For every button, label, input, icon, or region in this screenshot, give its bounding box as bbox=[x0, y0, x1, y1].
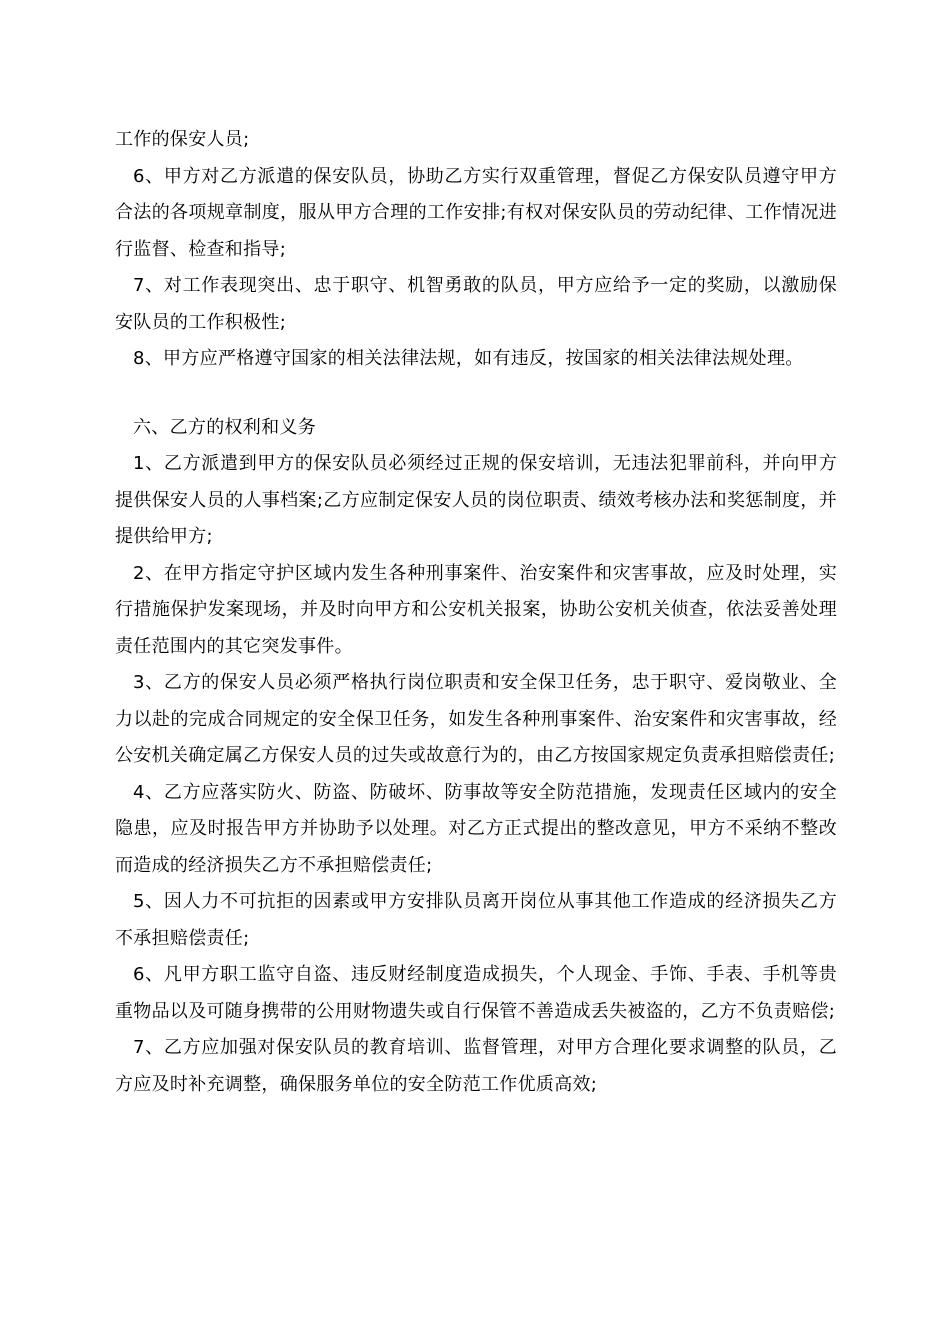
section-heading: 六、乙方的权利和义务 bbox=[133, 416, 316, 438]
paragraph-continuation: 工作的保安人员; bbox=[115, 129, 250, 150]
document-body bbox=[115, 122, 837, 1103]
paragraph-clause-b5: 5、因人力不可抗拒的因素或甲方安排队员离开岗位从事其他工作造成的经济损失乙方不承担赔偿责任; bbox=[115, 891, 837, 949]
paragraph-clause-b6: 6、凡甲方职工监守自盗、违反财经制度造成损失，个人现金、手饰、手表、手机等贵重物品以及可随身携带的公用财物遗失或自行保管不善造成丢失被盗的，乙方不负责赔偿; bbox=[115, 964, 837, 1022]
paragraph-clause-a6: 6、甲方对乙方派遣的保安队员，协助乙方实行双重管理，督促乙方保安队员遵守甲方合法的各项规章制度，服从甲方合理的工作安排;有权对保安队员的劳动纪律、工作情况进行监督、检查和指导; bbox=[115, 165, 837, 260]
paragraph-clause-b7: 7、乙方应加强对保安队员的教育培训、监督管理，对甲方合理化要求调整的队员，乙方应及时补充调整，确保服务单位的安全防范工作优质高效; bbox=[115, 1037, 837, 1095]
paragraph-clause-b3: 3、乙方的保安人员必须严格执行岗位职责和安全保卫任务，忠于职守、爱岗敬业、全力以赴的完成合同规定的安全保卫任务，如发生各种刑事案件、治安案件和灾害事故，经公安机关确定属乙方保安人员的过失或故意行为的，由乙方按国家规定负责承担赔偿责任; bbox=[115, 672, 837, 766]
paragraph-clause-b1: 1、乙方派遣到甲方的保安队员必须经过正规的保安培训，无违法犯罪前科，并向甲方提供保安人员的人事档案;乙方应制定保安人员的岗位职责、绩效考核办法和奖惩制度，并提供给甲方; bbox=[115, 453, 837, 547]
paragraph-clause-b4: 4、乙方应落实防火、防盗、防破坏、防事故等安全防范措施，发现责任区域内的安全隐患，应及时报告甲方并协助予以处理。对乙方正式提出的整改意见，甲方不采纳不整改而造成的经济损失乙方不承担赔偿责任; bbox=[115, 781, 837, 876]
paragraph-clause-b2: 2、在甲方指定守护区域内发生各种刑事案件、治安案件和灾害事故，应及时处理，实行措施保护发案现场，并及时向甲方和公安机关报案，协助公安机关侦查，依法妥善处理责任范围内的其它突发事件。 bbox=[115, 562, 837, 657]
paragraph-clause-a7: 7、对工作表现突出、忠于职守、机智勇敢的队员，甲方应给予一定的奖励，以激励保安队员的工作积极性; bbox=[115, 275, 837, 333]
paragraph-clause-a8: 8、甲方应严格遵守国家的相关法律法规，如有违反，按国家的相关法律法规处理。 bbox=[133, 348, 804, 369]
